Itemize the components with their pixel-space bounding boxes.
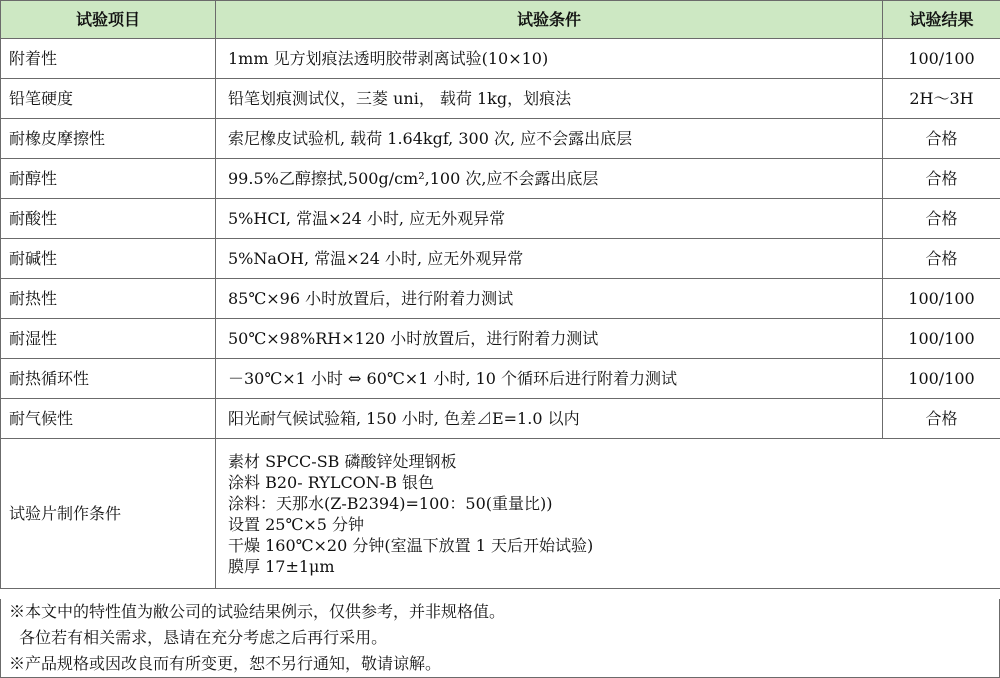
row-result: 100/100	[883, 39, 1000, 79]
row-result: 合格	[883, 159, 1000, 199]
header-item: 试验项目	[1, 1, 216, 39]
row-condition: 索尼橡皮试验机, 载荷 1.64kgf, 300 次, 应不会露出底层	[216, 119, 883, 159]
table-row	[1, 399, 1000, 439]
table-row	[1, 319, 1000, 359]
footnote-spec-change: ※产品规格或因改良而有所变更，恕不另行通知，敬请谅解。	[9, 654, 442, 673]
row-result: 100/100	[883, 359, 1000, 399]
row-item: 耐湿性	[1, 319, 216, 359]
row-condition: 5%NaOH, 常温×24 小时, 应无外观异常	[216, 239, 883, 279]
preparation-label: 试验片制作条件	[1, 439, 216, 589]
footnote-usage: 各位若有相关需求，恳请在充分考虑之后再行采用。	[9, 628, 388, 647]
table-row	[1, 279, 1000, 319]
preparation-row	[1, 439, 1000, 589]
prep-thinner-ratio: 涂料：天那水(Z-B2394)=100：50(重量比))	[228, 493, 553, 513]
row-result: 100/100	[883, 319, 1000, 359]
row-result: 合格	[883, 199, 1000, 239]
header-result: 试验结果	[883, 1, 1000, 39]
table-header-row	[1, 1, 1000, 39]
prep-substrate: 素材 SPCC-SB 磷酸锌处理钢板	[228, 451, 457, 471]
row-item: 耐热循环性	[1, 359, 216, 399]
row-item: 耐气候性	[1, 399, 216, 439]
prep-paint: 涂料 B20- RYLCON-B 银色	[228, 472, 435, 492]
table-row	[1, 239, 1000, 279]
row-result: 合格	[883, 119, 1000, 159]
row-result: 合格	[883, 399, 1000, 439]
row-item: 铅笔硬度	[1, 79, 216, 119]
prep-film-thickness: 膜厚 17±1μm	[228, 556, 335, 576]
table-row	[1, 199, 1000, 239]
table-row	[1, 159, 1000, 199]
row-condition: 1mm 见方划痕法透明胶带剥离试验(10×10)	[216, 39, 883, 79]
row-condition: 85℃×96 小时放置后，进行附着力测试	[216, 279, 883, 319]
row-item: 耐酸性	[1, 199, 216, 239]
row-condition: 阳光耐气候试验箱, 150 小时, 色差⊿E=1.0 以内	[216, 399, 883, 439]
row-condition: 5%HCI, 常温×24 小时, 应无外观异常	[216, 199, 883, 239]
table-row	[1, 119, 1000, 159]
row-item: 耐碱性	[1, 239, 216, 279]
table-row	[1, 359, 1000, 399]
footnote-disclaimer: ※本文中的特性值为敝公司的试验结果例示，仅供参考，并非规格值。	[9, 602, 506, 621]
row-item: 耐橡皮摩擦性	[1, 119, 216, 159]
prep-drying: 干燥 160℃×20 分钟(室温下放置 1 天后开始试验)	[228, 535, 594, 555]
prep-setting: 设置 25℃×5 分钟	[228, 514, 365, 534]
row-result: 2H～3H	[883, 79, 1000, 119]
row-result: 合格	[883, 239, 1000, 279]
row-condition: 50℃×98%RH×120 小时放置后，进行附着力测试	[216, 319, 883, 359]
row-result: 100/100	[883, 279, 1000, 319]
row-item: 耐醇性	[1, 159, 216, 199]
table-row	[1, 79, 1000, 119]
footnotes	[0, 599, 1000, 678]
header-condition: 试验条件	[216, 1, 883, 39]
preparation-conditions	[216, 439, 1000, 589]
row-condition: 99.5%乙醇擦拭,500g/cm²,100 次,应不会露出底层	[216, 159, 883, 199]
row-condition: －30℃×1 小时 ⇔ 60℃×1 小时, 10 个循环后进行附着力测试	[216, 359, 883, 399]
row-condition: 铅笔划痕测试仪，三菱 uni， 载荷 1kg，划痕法	[216, 79, 883, 119]
table-row	[1, 39, 1000, 79]
row-item: 耐热性	[1, 279, 216, 319]
row-item: 附着性	[1, 39, 216, 79]
